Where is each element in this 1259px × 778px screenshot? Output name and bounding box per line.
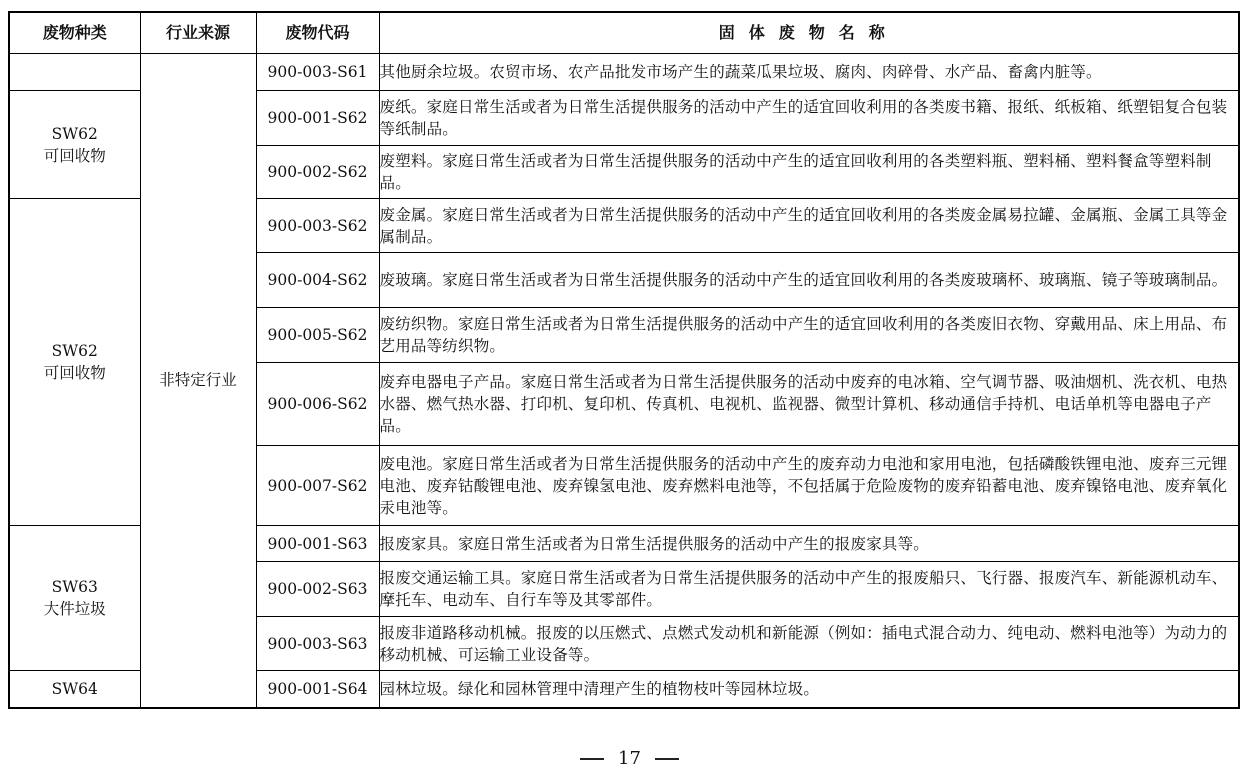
- category-code: SW62: [51, 342, 98, 360]
- solid-waste-table: [8, 11, 1240, 709]
- header-name: 固体废物名称: [379, 12, 1239, 54]
- dash-left: [580, 758, 604, 760]
- waste-description: 报废家具。家庭日常生活或者为日常生活提供服务的活动中产生的报废家具等。: [379, 526, 1239, 562]
- waste-description: 废纸。家庭日常生活或者为日常生活提供服务的活动中产生的适宜回收利用的各类废书籍、报纸、纸板箱、纸塑铝复合包装等纸制品。: [379, 91, 1239, 146]
- page-number: 17: [618, 748, 641, 769]
- category-cell-sw63: [9, 526, 140, 671]
- table-row: [9, 54, 1239, 91]
- category-cell-sw64: [9, 671, 140, 708]
- source-cell: [140, 54, 256, 708]
- waste-code: 900-003-S63: [256, 617, 379, 671]
- waste-description: 废弃电器电子产品。家庭日常生活或者为日常生活提供服务的活动中废弃的电冰箱、空气调节器、吸油烟机、洗衣机、电热水器、燃气热水器、打印机、复印机、传真机、电视机、监视器、微型计算机、移动通信手持机、电话单机等电器电子产品。: [379, 363, 1239, 446]
- waste-description: 园林垃圾。绿化和园林管理中清理产生的植物枝叶等园林垃圾。: [379, 671, 1239, 708]
- source-label: 非特定行业: [159, 371, 237, 390]
- waste-code: 900-002-S63: [256, 562, 379, 617]
- page-number-footer: [0, 748, 1259, 769]
- waste-code: 900-001-S63: [256, 526, 379, 562]
- category-code: SW64: [51, 679, 98, 698]
- category-cell-continued: [9, 54, 140, 91]
- category-code: SW62: [51, 124, 98, 143]
- waste-code: 900-007-S62: [256, 446, 379, 526]
- waste-description: 废塑料。家庭日常生活或者为日常生活提供服务的活动中产生的适宜回收利用的各类塑料瓶、塑料桶、塑料餐盒等塑料制品。: [379, 146, 1239, 199]
- table-header-row: [9, 12, 1239, 54]
- waste-code: 900-006-S62: [256, 363, 379, 446]
- category-cell-sw62: [9, 199, 140, 526]
- category-code: SW63: [51, 578, 98, 596]
- waste-description: 其他厨余垃圾。农贸市场、农产品批发市场产生的蔬菜瓜果垃圾、腐肉、肉碎骨、水产品、畜禽内脏等。: [379, 54, 1239, 91]
- waste-code: 900-001-S64: [256, 671, 379, 708]
- header-code: 废物代码: [256, 12, 379, 54]
- category-cell-sw62: [9, 91, 140, 199]
- waste-code: 900-002-S62: [256, 146, 379, 199]
- header-source: 行业来源: [140, 12, 256, 54]
- category-label: 可回收物: [43, 146, 106, 165]
- waste-description: 报废交通运输工具。家庭日常生活或者为日常生活提供服务的活动中产生的报废船只、飞行器、报废汽车、新能源机动车、摩托车、电动车、自行车等及其零部件。: [379, 562, 1239, 617]
- waste-description: 报废非道路移动机械。报废的以压燃式、点燃式发动机和新能源（例如：插电式混合动力、纯电动、燃料电池等）为动力的移动机械、可运输工业设备等。: [379, 617, 1239, 671]
- waste-code: 900-001-S62: [256, 91, 379, 146]
- waste-description: 废纺织物。家庭日常生活或者为日常生活提供服务的活动中产生的适宜回收利用的各类废旧衣物、穿戴用品、床上用品、布艺用品等纺织物。: [379, 308, 1239, 363]
- waste-description: 废电池。家庭日常生活或者为日常生活提供服务的活动中产生的废弃动力电池和家用电池，包括磷酸铁锂电池、废弃三元锂电池、废弃钴酸锂电池、废弃镍氢电池、废弃燃料电池等，不包括属于危险废物的废弃铅蓄电池、废弃镍铬电池、废弃氧化汞电池等。: [379, 446, 1239, 526]
- waste-code: 900-003-S62: [256, 199, 379, 253]
- category-label: 可回收物: [43, 364, 106, 382]
- waste-description: 废金属。家庭日常生活或者为日常生活提供服务的活动中产生的适宜回收利用的各类废金属易拉罐、金属瓶、金属工具等金属制品。: [379, 199, 1239, 253]
- header-category: 废物种类: [9, 12, 140, 54]
- waste-code: 900-004-S62: [256, 253, 379, 308]
- waste-code: 900-005-S62: [256, 308, 379, 363]
- waste-description: 废玻璃。家庭日常生活或者为日常生活提供服务的活动中产生的适宜回收利用的各类废玻璃杯、玻璃瓶、镜子等玻璃制品。: [379, 253, 1239, 308]
- dash-right: [655, 758, 679, 760]
- waste-code: 900-003-S61: [256, 54, 379, 91]
- category-label: 大件垃圾: [43, 600, 106, 618]
